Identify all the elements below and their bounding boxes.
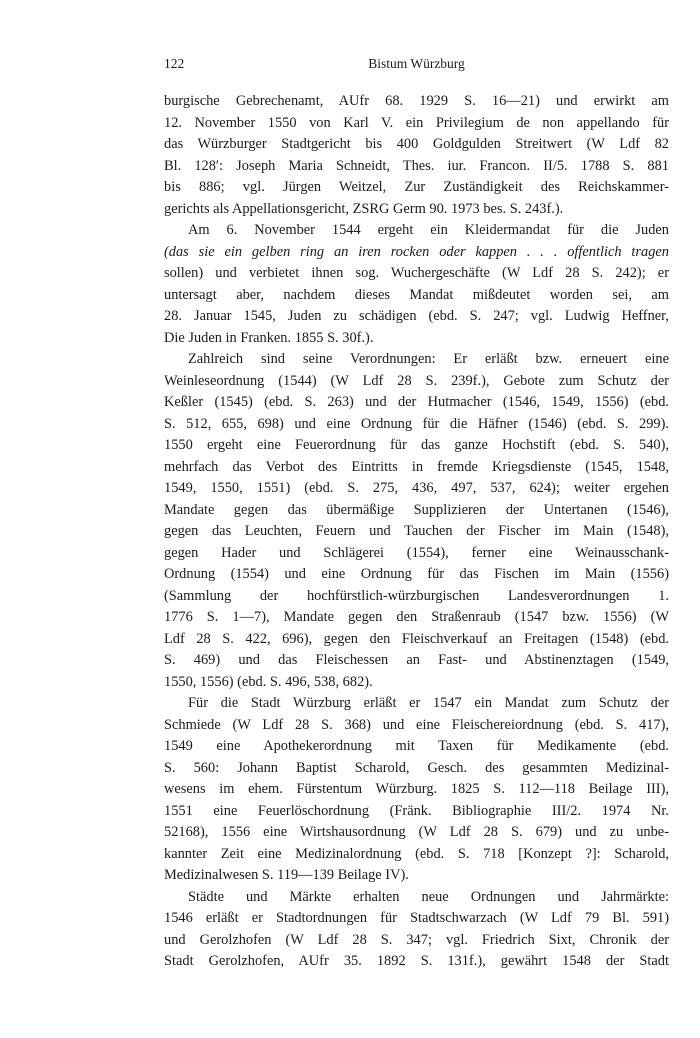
text-line: 1546 erläßt er Stadtordnungen für Stadtschwarzach (W Ldf 79 Bl. 591) [164,910,669,926]
text-line: S. 469) und das Fleischessen an Fast- und Abstinenztagen (1549, [164,652,669,668]
text-line: gerichts als Appellationsgericht, ZSRG Germ 90. 1973 bes. S. 243f.). [164,200,564,217]
text-line: Ldf 28 S. 422, 696), gegen den Fleischverkauf an Freitagen (1548) (ebd. [164,630,669,647]
text-line: gegen Hader und Schlägerei (1554), ferner eine Weinausschank- [164,544,669,561]
text-line: burgische Gebrechenamt, AUfr 68. 1929 S. 16—21) und erwirkt am [164,93,669,109]
text-line: Zahlreich sind seine Verordnungen: Er erläßt bzw. erneuert eine [188,351,669,367]
running-title: Bistum Würzburg [368,56,465,71]
text-line: kannter Zeit eine Medizinalordnung (ebd. S. 718 [Konzept ?]: Scharold, [164,845,669,862]
text-line: Die Juden in Franken. 1855 S. 30f.). [164,329,374,346]
text-line: Schmiede (W Ldf 28 S. 368) und eine Fleischereiordnung (ebd. S. 417), [164,716,669,733]
text-line: mehrfach das Verbot des Eintritts in fremde Kriegsdienste (1545, 1548, [164,458,669,475]
page-header [164,56,669,76]
text-line: S. 560: Johann Baptist Scharold, Gesch. des gesammten Medizinal- [164,759,669,776]
text-line: wesens im ehem. Fürstentum Würzburg. 1825 S. 112—118 Beilage III), [164,781,669,797]
text-line: sollen) und verbietet ihnen sog. Wuchergeschäfte (W Ldf 28 S. 242); er [164,265,669,281]
text-line: untersagt aber, nachdem dieses Mandat mißdeutet worden sei, am [164,286,669,303]
text-line: Städte und Märkte erhalten neue Ordnungen und Jahrmärkte: [188,888,669,905]
text-line: Für die Stadt Würzburg erläßt er 1547 ein Mandat zum Schutz der [188,695,669,711]
text-line: 12. November 1550 von Karl V. ein Privilegium de non appellando für [164,114,669,131]
text-line: Weinleseordnung (1544) (W Ldf 28 S. 239f.), Gebote zum Schutz der [164,372,669,389]
text-line: 28. Januar 1545, Juden zu schädigen (ebd. S. 247; vgl. Ludwig Heffner, [164,308,669,324]
text-line: Mandate gegen das übermäßige Supplizieren der Untertanen (1546), [164,501,669,518]
text-line: bis 886; vgl. Jürgen Weitzel, Zur Zuständigkeit des Reichskammer- [164,179,669,195]
text-line: Stadt Gerolzhofen, AUfr 35. 1892 S. 131f.), gewährt 1548 der Stadt [164,953,669,969]
text-line: 1551 eine Feuerlöschordnung (Fränk. Bibliographie III/2. 1974 Nr. [164,802,669,819]
text-line: 1549, 1550, 1551) (ebd. S. 275, 436, 497, 537, 624); weiter ergehen [164,480,669,496]
text-line: Medizinalwesen S. 119—139 Beilage IV). [164,867,409,883]
text-line: (Sammlung der hochfürstlich-würzburgischen Landesverordnungen 1. [164,587,669,604]
text-line: 1776 S. 1—7), Mandate gegen den Straßenraub (1547 bzw. 1556) (W [164,609,669,625]
text-line: gegen das Leuchten, Feuern und Tauchen der Fischer im Main (1548), [164,523,669,539]
text-line: und Gerolzhofen (W Ldf 28 S. 347; vgl. Friedrich Sixt, Chronik der [164,931,669,948]
body-text [164,91,669,973]
text-line: 1550 ergeht eine Feuerordnung für das ganze Hochstift (ebd. S. 540), [164,437,669,453]
text-line: Ordnung (1554) und eine Ordnung für das Fischen im Main (1556) [164,566,669,582]
text-line: S. 512, 655, 698) und eine Ordnung für die Häfner (1546) (ebd. S. 299). [164,415,669,432]
text-line: 1550, 1556) (ebd. S. 496, 538, 682). [164,673,373,690]
text-line: Am 6. November 1544 ergeht ein Kleidermandat für die Juden [188,222,669,238]
text-line: Bl. 128′: Joseph Maria Schneidt, Thes. iur. Francon. II/5. 1788 S. 881 [164,157,669,174]
page-number: 122 [164,56,185,71]
text-line: 1549 eine Apothekerordnung mit Taxen für Medikamente (ebd. [164,738,669,754]
text-line: Keßler (1545) (ebd. S. 263) und der Hutmacher (1546, 1549, 1556) (ebd. [164,394,669,410]
text-line: (das sie ein gelben ring an iren rocken oder kappen . . . offentlich tragen [164,243,669,260]
text-line: 52168), 1556 eine Wirtshausordnung (W Ldf 28 S. 679) und zu unbe- [164,824,669,840]
text-line: das Würzburger Stadtgericht bis 400 Goldgulden Streitwert (W Ldf 82 [164,136,669,152]
